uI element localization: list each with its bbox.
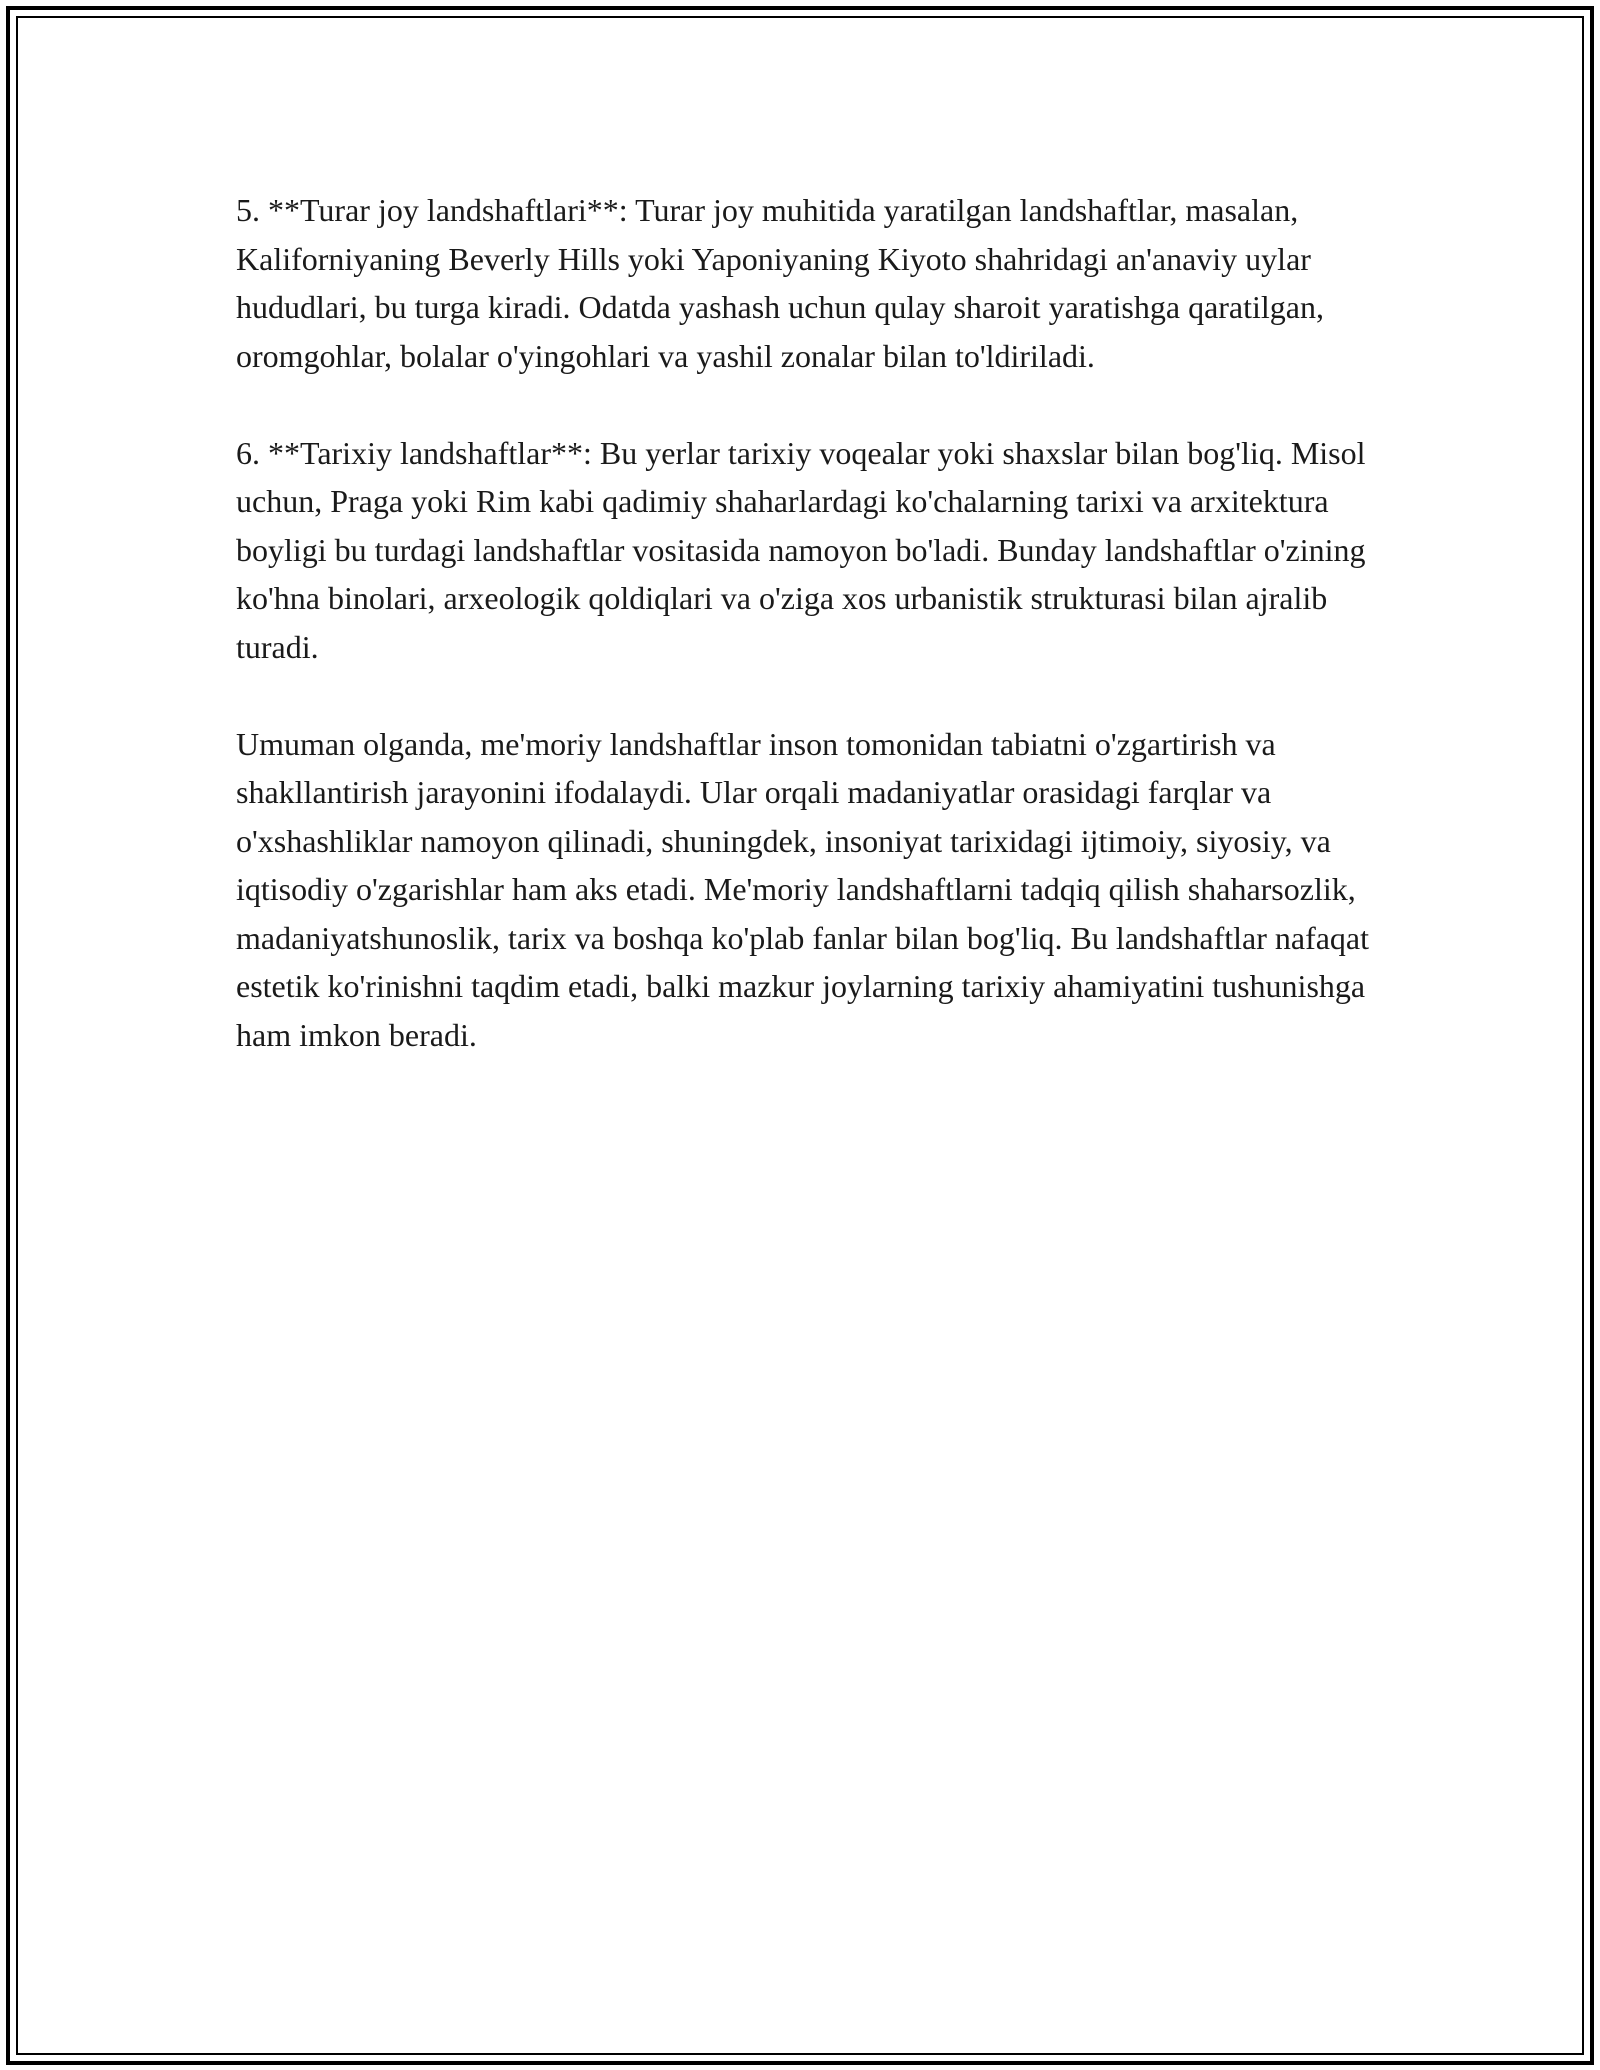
paragraph-historical-landscapes: 6. **Tarixiy landshaftlar**: Bu yerlar tarixiy voqealar yoki shaxslar bilan bog'liq. Misol uchun, Praga yoki Rim kabi qadimiy shaharlardagi ko'chalarning tarixi va arxitektura boyligi bu turdagi landshaftlar vositasida namoyon bo'ladi. Bunday landshaftlar o'zining ko'hna binolari, arxeologik qoldiqlari va o'ziga xos urbanistik strukturasi bilan ajralib turadi. — [236, 434, 1366, 665]
paragraph-conclusion: Umuman olganda, me'moriy landshaftlar inson tomonidan tabiatni o'zgartirish va shakllantirish jarayonini ifodalaydi. Ular orqali madaniyatlar orasidagi farqlar va o'xshashliklar namoyon qilinadi, shuningdek, insoniyat tarixidagi ijtimoiy, siyosiy, va iqtisodiy o'zgarishlar ham aks etadi. Me'moriy landshaftlarni tadqiq qilish shaharsozlik, madaniyatshunoslik, tarix va boshqa ko'plab fanlar bilan bog'liq. Bu landshaftlar nafaqat estetik ko'rinishni taqdim etadi, balki mazkur joylarning tarixiy ahamiyatini tushunishga ham imkon beradi. — [236, 725, 1370, 1053]
paragraph-residential-landscapes: 5. **Turar joy landshaftlari**: Turar joy muhitida yaratilgan landshaftlar, masalan, Kaliforniyaning Beverly Hills yoki Yaponiyaning Kiyoto shahridagi an'anaviy uylar hududlari, bu turga kiradi. Odatda yashash uchun qulay sharoit yaratishga qaratilgan, oromgohlar, bolalar o'yingohlari va yashil zonalar bilan to'ldiriladi. — [236, 192, 1324, 374]
document-body — [236, 186, 1376, 1108]
